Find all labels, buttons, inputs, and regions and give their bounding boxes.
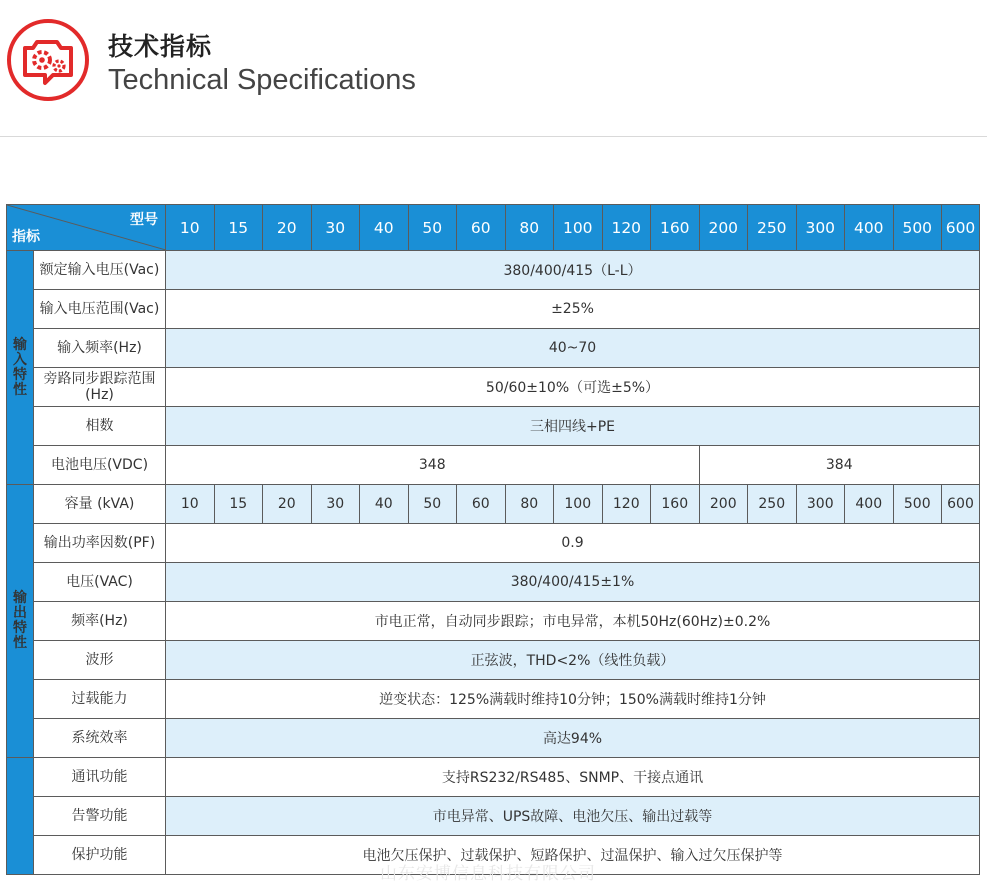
model-header-cell: 100 [554,205,603,251]
spec-value-cell: 380/400/415（L-L） [166,251,980,290]
model-header-cell: 40 [360,205,409,251]
table-row [7,251,980,290]
capacity-cell: 15 [214,485,263,524]
spec-value-cell: ±25% [166,290,980,329]
model-header-cell: 20 [263,205,312,251]
page-header [0,0,987,140]
spec-value-cell: 高达94% [166,719,980,758]
capacity-cell: 250 [748,485,797,524]
spec-value-cell: 348 [166,446,700,485]
table-row [7,290,980,329]
table-row [7,680,980,719]
category-cell: 输 入 特 性 [7,251,34,485]
model-header-cell: 500 [893,205,942,251]
table-header-row [7,205,980,251]
model-header-cell: 600 [942,205,980,251]
capacity-cell: 30 [311,485,360,524]
table-row [7,368,980,407]
capacity-cell: 600 [942,485,980,524]
spec-name-cell: 输入频率(Hz) [34,329,166,368]
model-header-cell: 200 [699,205,748,251]
spec-value-cell: 市电异常、UPS故障、电池欠压、输出过载等 [166,797,980,836]
spec-value-cell: 电池欠压保护、过载保护、短路保护、过温保护、输入过欠压保护等 [166,836,980,875]
spec-value-cell: 市电正常，自动同步跟踪；市电异常，本机50Hz(60Hz)±0.2% [166,602,980,641]
spec-name-cell: 保护功能 [34,836,166,875]
table-row [7,641,980,680]
corner-model-label: 型号 [130,212,158,228]
capacity-cell: 500 [893,485,942,524]
table-row [7,719,980,758]
capacity-cell: 50 [408,485,457,524]
page-subtitle: Technical Specifications [108,64,416,96]
table-row [7,446,980,485]
spec-name-cell: 频率(Hz) [34,602,166,641]
model-header-cell: 120 [602,205,651,251]
spec-name-cell: 电压(VAC) [34,563,166,602]
spec-value-cell: 40~70 [166,329,980,368]
model-header-cell: 300 [796,205,845,251]
model-header-cell: 250 [748,205,797,251]
spec-name-cell: 容量 (kVA) [34,485,166,524]
capacity-cell: 20 [263,485,312,524]
model-header-cell: 80 [505,205,554,251]
table-row [7,329,980,368]
model-header-cell: 10 [166,205,215,251]
spec-value-cell: 0.9 [166,524,980,563]
model-header-cell: 50 [408,205,457,251]
capacity-cell: 100 [554,485,603,524]
table-row [7,407,980,446]
spec-value-cell: 支持RS232/RS485、SNMP、干接点通讯 [166,758,980,797]
model-header-cell: 30 [311,205,360,251]
table-row [7,602,980,641]
header-corner-cell [7,205,166,251]
capacity-cell: 160 [651,485,700,524]
spec-name-cell: 电池电压(VDC) [34,446,166,485]
header-divider [0,136,987,137]
table-row [7,563,980,602]
spec-value-cell: 384 [699,446,980,485]
spec-name-cell: 相数 [34,407,166,446]
spec-value-cell: 正弦波，THD<2%（线性负载） [166,641,980,680]
table-row [7,797,980,836]
capacity-cell: 300 [796,485,845,524]
category-cell: 输 出 特 性 [7,485,34,758]
spec-name-cell: 输入电压范围(Vac) [34,290,166,329]
spec-value-cell: 三相四线+PE [166,407,980,446]
spec-table [6,204,980,875]
spec-value-cell: 逆变状态：125%满载时维持10分钟；150%满载时维持1分钟 [166,680,980,719]
capacity-cell: 80 [505,485,554,524]
watermark-text: 山东安博信息科技有限公司 [380,864,596,884]
gear-camera-icon [6,18,90,102]
spec-value-cell: 50/60±10%（可选±5%） [166,368,980,407]
capacity-cell: 40 [360,485,409,524]
spec-name-cell: 额定输入电压(Vac) [34,251,166,290]
capacity-cell: 60 [457,485,506,524]
spec-name-cell: 输出功率因数(PF) [34,524,166,563]
table-row [7,758,980,797]
corner-spec-label: 指标 [12,229,40,245]
model-header-cell: 400 [845,205,894,251]
spec-name-cell: 通讯功能 [34,758,166,797]
capacity-cell: 10 [166,485,215,524]
model-header-cell: 15 [214,205,263,251]
category-cell [7,758,34,875]
page-title: 技术指标 [108,32,213,61]
model-header-cell: 160 [651,205,700,251]
capacity-cell: 400 [845,485,894,524]
spec-value-cell: 380/400/415±1% [166,563,980,602]
spec-name-cell: 旁路同步跟踪范围(Hz) [34,368,166,407]
spec-name-cell: 波形 [34,641,166,680]
capacity-cell: 200 [699,485,748,524]
spec-name-cell: 告警功能 [34,797,166,836]
spec-name-cell: 过载能力 [34,680,166,719]
model-header-cell: 60 [457,205,506,251]
table-row [7,485,980,524]
table-row [7,524,980,563]
spec-name-cell: 系统效率 [34,719,166,758]
capacity-cell: 120 [602,485,651,524]
